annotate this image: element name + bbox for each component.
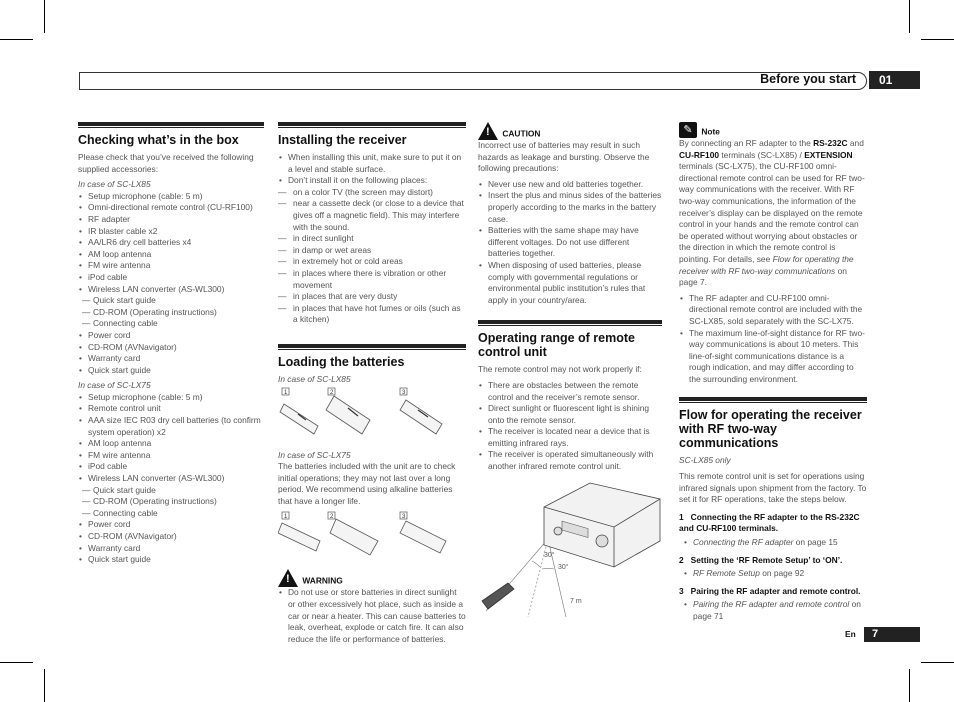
section-rule [78,122,264,128]
list-item: • The receiver is located near a device that is emitting infrared rays. [478,426,662,449]
case-label-lx75: In case of SC-LX75 [78,380,151,391]
caution-icon [478,122,498,140]
note-term: EXTENSION [804,149,853,160]
crop-mark [909,669,910,702]
reference-page: on page 71 [693,599,861,621]
note-list [679,293,867,386]
reference-title: RF Remote Setup [693,568,760,579]
list-item: • RF adapter [78,214,264,226]
angle-label: 30° [558,563,569,571]
range-text: The remote control may not work properly if: [478,364,642,375]
list-item: • IR blaster cable x2 [78,226,264,238]
crop-mark [0,39,33,40]
step-number: 3 [679,585,684,596]
list-item: • Setup microphone (cable: 5 m) [78,392,264,404]
list-item: — near a cassette deck (or close to a device that gives off a magnetic field). This may interfere with the sound. [278,198,466,233]
step-text: Connecting the RF adapter to the RS-232C and CU-RF100 terminals. [679,511,860,534]
battery-illustration-lx85 [278,386,466,444]
warning-icon [278,569,298,587]
distance-label: 7 m [570,597,582,605]
case-label-lx85: In case of SC-LX85 [78,179,151,190]
flow-step-reference [679,537,867,549]
column-4 [679,122,867,623]
caution-list [478,179,662,307]
list-item: • Wireless LAN converter (AS-WL300) [78,284,264,296]
list-item: • AM loop antenna [78,438,264,450]
list-item: • Setup microphone (cable: 5 m) [78,191,264,203]
list-item: • Quick start guide [78,554,264,566]
section-rule [679,397,867,403]
crop-mark [44,669,45,702]
list-item: • Warranty card [78,353,264,365]
header-bar [79,72,867,90]
list-item: • Power cord [78,330,264,342]
note-pencil-icon: ✎ [679,122,697,138]
step-text: Setting the ‘RF Remote Setup’ to ‘ON’. [690,554,843,565]
warning-heading [278,569,466,587]
list-item: — in damp or wet areas [278,245,466,257]
list-item: • iPod cable [78,272,264,284]
list-item: • Omni-directional remote control (CU-RF100) [78,202,264,214]
step-number: 2 [679,554,684,565]
reference-page: on page 15 [795,537,838,548]
list-item: • AM loop antenna [78,249,264,261]
step-number: 3 [402,514,406,521]
list-item: — Quick start guide [78,295,264,307]
list-item: • Wireless LAN converter (AS-WL300) [78,473,264,485]
note-term: RS-232C [813,138,848,148]
list-item: • The receiver is operated simultaneously with another infrared remote control unit. [478,449,662,472]
list-item: • CD-ROM (AVNavigator) [78,531,264,543]
section-rule [478,320,662,326]
batt-case-lx85: In case of SC-LX85 [278,373,351,384]
note-heading [679,122,867,138]
battery-illustration-lx75 [278,511,466,563]
column-3 [478,122,662,617]
note-label: Note [701,126,720,137]
note-paragraph [679,138,867,289]
caution-text: Incorrect use of batteries may result in such hazards as leakage and bursting. Observe the following precautions: [478,140,650,174]
note-text: on page 7. [679,265,847,288]
list-item: • Never use new and old batteries together. [478,179,662,191]
list-item: — Connecting cable [78,508,264,520]
step-number: 1 [284,389,288,396]
intro-text: Please check that you’ve received the following supplied accessories: [78,152,254,174]
list-item: • Quick start guide [78,365,264,377]
list-item: • When installing this unit, make sure to put it on a level and stable surface. [278,152,466,175]
list-item: — CD-ROM (Operating instructions) [78,307,264,319]
flow-step-reference [679,599,867,622]
list-item: • iPod cable [78,461,264,473]
flow-steps [679,512,867,623]
list-item: • There are obstacles between the remote control and the receiver’s remote sensor. [478,380,662,403]
reference-page: on page 92 [762,568,805,579]
range-list [478,380,662,473]
list-item: • FM wire antenna [78,450,264,462]
flow-text: This remote control unit is set for operations using infrared signals upon shipment from the factory. To set it for RF operations, take the steps below. [679,471,867,505]
flow-step-title [679,586,867,598]
list-item: • Batteries with the same shape may have different voltages. Do not use different batteries together. [478,225,662,260]
battery-text: The batteries included with the unit are to check initial operations; they may not last over a long period. We recommend using alkaline batteries that have a longer life. [278,461,456,506]
list-item: — in places where there is vibration or other movement [278,268,466,291]
note-text: By connecting an RF adapter to the [679,138,811,148]
list-item: • CD-ROM (AVNavigator) [78,342,264,354]
chapter-number: 01 [869,71,920,89]
batt-case-lx75: In case of SC-LX75 [278,449,351,460]
angle-label: 30° [544,551,555,559]
warning-item: • Do not use or store batteries in direct sunlight or other excessively hot place, such as inside a car or near a heater. This can cause batteries to leak, overheat, explode or catch fire. It can also reduce the life or performance of batteries. [278,587,466,645]
list-item: — in direct sunlight [278,233,466,245]
list-item: • Power cord [78,519,264,531]
list-item: — in places that have hot fumes or oils (such as a kitchen) [278,303,466,326]
warning-label: WARNING [302,575,343,586]
flow-case: SC-LX85 only [679,455,731,466]
page-number: 7 [864,627,920,642]
header-title: Before you start [760,72,856,86]
step-number: 1 [679,511,684,522]
list-item: • Warranty card [78,543,264,555]
crop-mark [44,0,45,33]
crop-mark [921,662,954,663]
section-title-batteries: Loading the batteries [278,354,405,369]
section-rule [278,344,466,350]
section-title-flow: Flow for operating the receiver with RF two-way communications [679,408,862,451]
flow-step-title [679,555,867,567]
list-item: • When disposing of used batteries, please comply with governmental regulations or environmental public institution’s rules that apply in your country/area. [478,260,662,306]
crop-mark [921,39,954,40]
flow-step-reference [679,568,867,580]
section-title-installing: Installing the receiver [278,133,407,147]
warning-list [278,587,466,645]
step-number: 3 [402,389,406,396]
step-number: 1 [284,514,288,521]
flow-step-title [679,512,867,535]
caution-heading [478,122,662,140]
reference-title: Connecting the RF adapter [693,537,794,548]
step-text: Pairing the RF adapter and remote control. [690,585,861,596]
remote-range-diagram [478,477,662,617]
list-item: • The maximum line-of-sight distance for RF two-way communications is about 10 meters. This line-of-sight communications distance is a rough indication, and may differ according to the surrounding environment. [679,328,867,386]
list-item: • The RF adapter and CU-RF100 omni-directional remote control are included with the SC-LX85, sold separately with the SC-LX75. [679,293,867,328]
install-list [278,152,466,326]
list-item: — in extremely hot or cold areas [278,256,466,268]
section-rule [278,122,466,128]
note-text: terminals (SC-LX75), the CU-RF100 omni-directional remote control can be used for RF two-way communications with the receiver. With RF two-way communications, the information of the receiver’s display can be displayed on the remote control in your hands and the remote control can be operated without worrying about obstacles or the direction in which the remote control is pointing. For details, see [679,161,865,264]
list-item: — CD-ROM (Operating instructions) [78,496,264,508]
crop-mark [909,0,910,33]
section-title-range: Operating range of remote control unit [478,331,635,360]
list-item: — Quick start guide [78,485,264,497]
step-number: 2 [330,514,334,521]
list-item: • Don’t install it on the following places: [278,175,466,187]
list-item: • AAA size IEC R03 dry cell batteries (to confirm system operation) x2 [78,415,264,438]
accessory-list-lx85 [78,191,264,377]
accessory-list-lx75 [78,392,264,566]
reference-title: Pairing the RF adapter and remote control [693,599,850,610]
list-item: • Insert the plus and minus sides of the batteries properly according to the marks in the battery case. [478,190,662,225]
list-item: • AA/LR6 dry cell batteries x4 [78,237,264,249]
note-text: terminals (SC-LX85) / [721,149,802,160]
note-text: and [849,138,864,148]
list-item: • Remote control unit [78,403,264,415]
list-item: • FM wire antenna [78,260,264,272]
list-item: — Connecting cable [78,318,264,330]
caution-label: CAUTION [502,128,541,139]
note-term: CU-RF100 [679,149,720,160]
language-label: En [845,629,856,639]
list-item: — in places that are very dusty [278,291,466,303]
note-reference: Flow for operating the receiver with RF two-way communications [679,253,854,276]
section-title-checking: Checking what’s in the box [78,133,239,147]
step-number: 2 [330,389,334,396]
crop-mark [0,662,33,663]
column-2 [278,122,466,649]
list-item: • Direct sunlight or fluorescent light is shining onto the remote sensor. [478,403,662,426]
column-1 [78,122,264,570]
list-item: — on a color TV (the screen may distort) [278,187,466,199]
